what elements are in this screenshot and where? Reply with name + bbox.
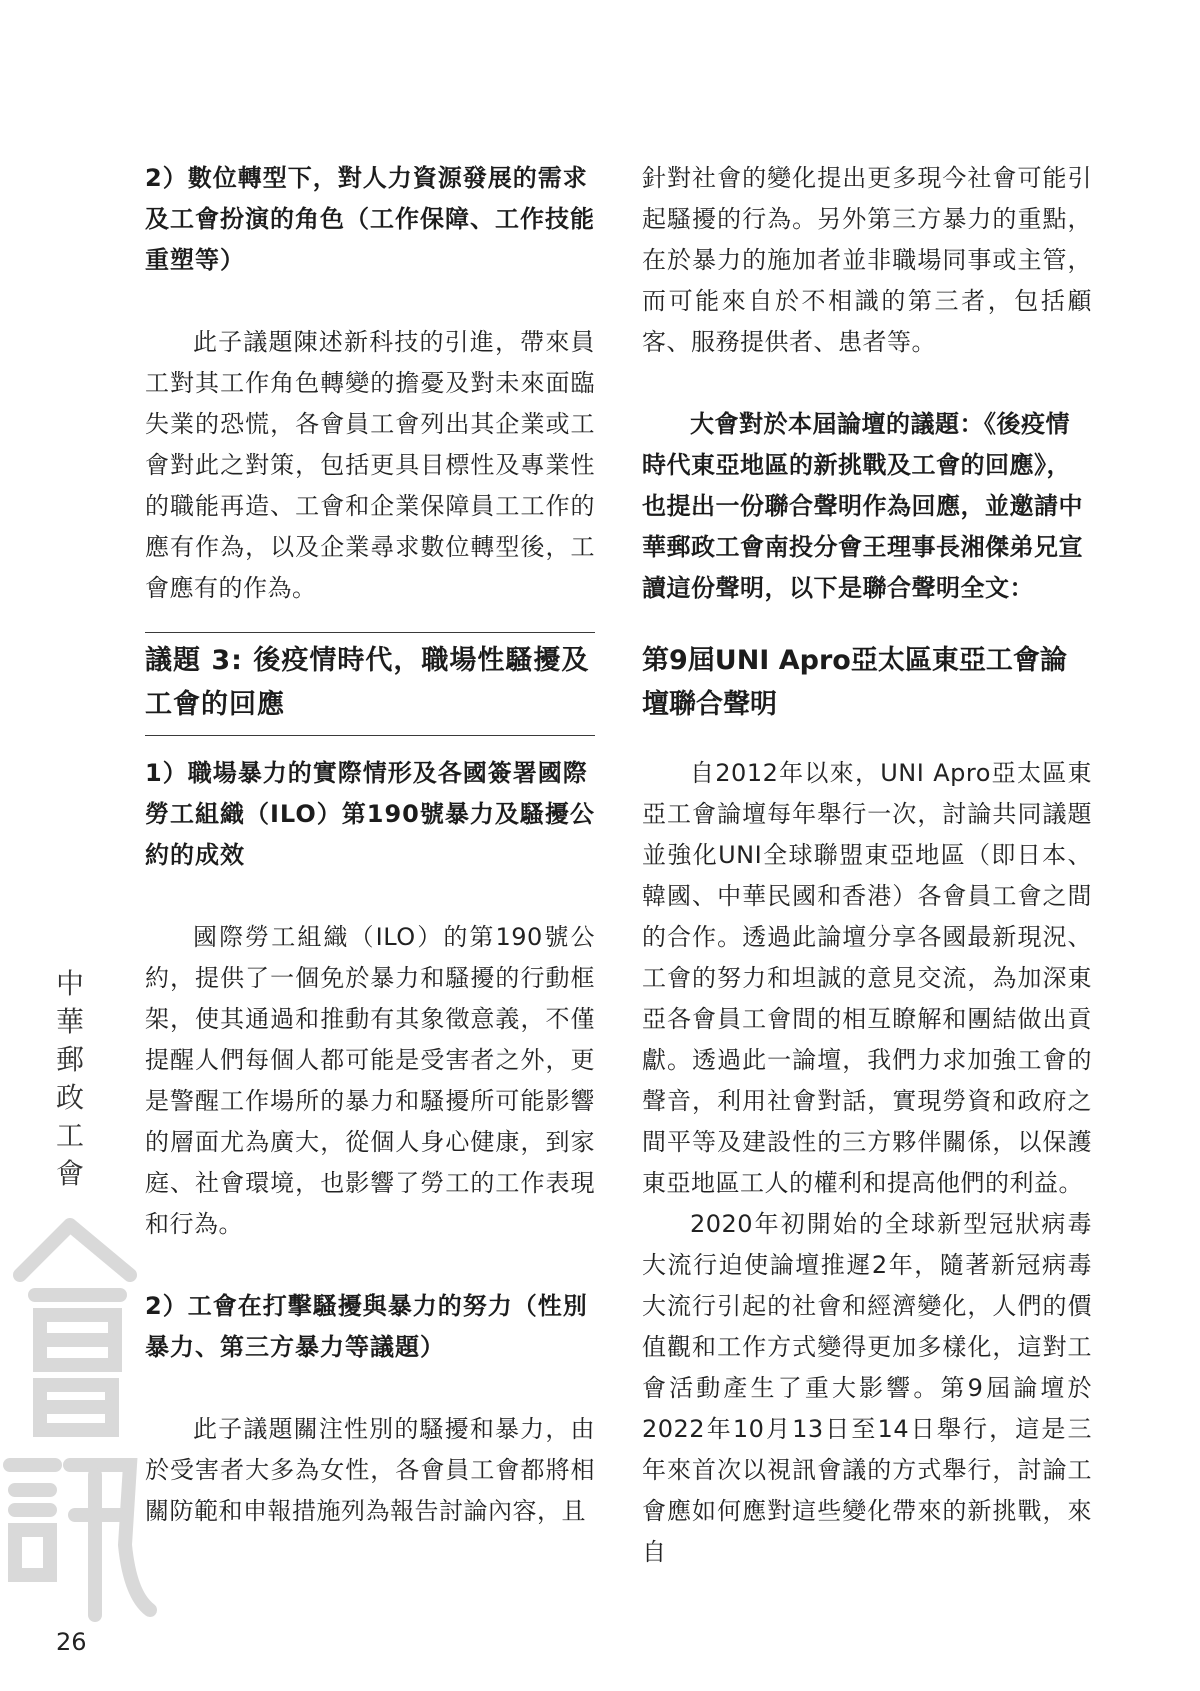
- ilo-paragraph: 國際勞工組織（ILO）的第190號公約，提供了一個免於暴力和騷擾的行動框架，使其通過和推動有其象徵意義，不僅提醒人們每個人都可能是受害者之外，更是警醒工作場所的暴力和騷擾所可能影響的層面尤為廣大，從個人身心健康，到家庭、社會環境，也影響了勞工的工作表現和行為。: [145, 923, 595, 1238]
- topic-3-heading: 議題 3: 後疫情時代，職場性騷擾及工會的回應: [145, 645, 590, 720]
- subtopic-violence-heading: 1）職場暴力的實際情形及各國簽署國際勞工組織（ILO）第190號暴力及騷擾公約的成效: [145, 759, 595, 869]
- subtopic-digital-heading: 2）數位轉型下，對人力資源發展的需求及工會扮演的角色（工作保障、工作技能重塑等）: [145, 164, 595, 274]
- pandemic-paragraph: 2020年初開始的全球新型冠狀病毒大流行迫使論壇推遲2年，隨著新冠病毒大流行引起的社會和經濟變化，人們的價值觀和工作方式變得更加多樣化，這對工會活動產生了重大影響。第9屆論壇於2022年10月13日至14日舉行，這是三年來首次以視訊會議的方式舉行，討論工會應如何應對這些變化帶來的新挑戰，來自: [642, 1210, 1092, 1566]
- gender-paragraph: 此子議題關注性別的騷擾和暴力，由於受害者大多為女性，各會員工會都將相關防範和申報措施列為報告討論內容，且: [145, 1415, 595, 1525]
- left-column: [145, 158, 595, 1532]
- vertical-side-title: 中華郵政工會: [55, 967, 84, 1190]
- watermark-calligraphy: [0, 1215, 160, 1635]
- forum-statement-intro: 大會對於本屆論壇的議題：《後疫情時代東亞地區的新挑戰及工會的回應》，也提出一份聯合聲明作為回應，並邀請中華郵政工會南投分會王理事長湘傑弟兄宣讀這份聲明，以下是聯合聲明全文：: [642, 410, 1083, 602]
- since-2012-paragraph: 自2012年以來，UNI Apro亞太區東亞工會論壇每年舉行一次，討論共同議題並強化UNI全球聯盟東亞地區（即日本、韓國、中華民國和香港）各會員工會之間的合作。透過此論壇分享各國最新現況、工會的努力和坦誠的意見交流，為加深東亞各會員工會間的相互瞭解和團結做出貢獻。透過此一論壇，我們力求加強工會的聲音，利用社會對話，實現勞資和政府之間平等及建設性的三方夥伴關係，以保護東亞地區工人的權利和提高他們的利益。: [642, 759, 1092, 1197]
- joint-statement-title: 第9屆UNI Apro亞太區東亞工會論壇聯合聲明: [642, 645, 1067, 720]
- continued-paragraph: 針對社會的變化提出更多現今社會可能引起騷擾的行為。另外第三方暴力的重點，在於暴力的施加者並非職場同事或主管，而可能來自於不相識的第三者，包括顧客、服務提供者、患者等。: [642, 164, 1092, 356]
- digital-paragraph: 此子議題陳述新科技的引進，帶來員工對其工作角色轉變的擔憂及對未來面臨失業的恐慌，各會員工會列出其企業或工會對此之對策，包括更具目標性及專業性的職能再造、工會和企業保障員工工作的應有作為，以及企業尋求數位轉型後，工會應有的作為。: [145, 328, 595, 602]
- page-number: 26: [56, 1628, 87, 1656]
- right-column: [642, 158, 1092, 1573]
- subtopic-union-heading: 2）工會在打擊騷擾與暴力的努力（性別暴力、第三方暴力等議題）: [145, 1292, 588, 1361]
